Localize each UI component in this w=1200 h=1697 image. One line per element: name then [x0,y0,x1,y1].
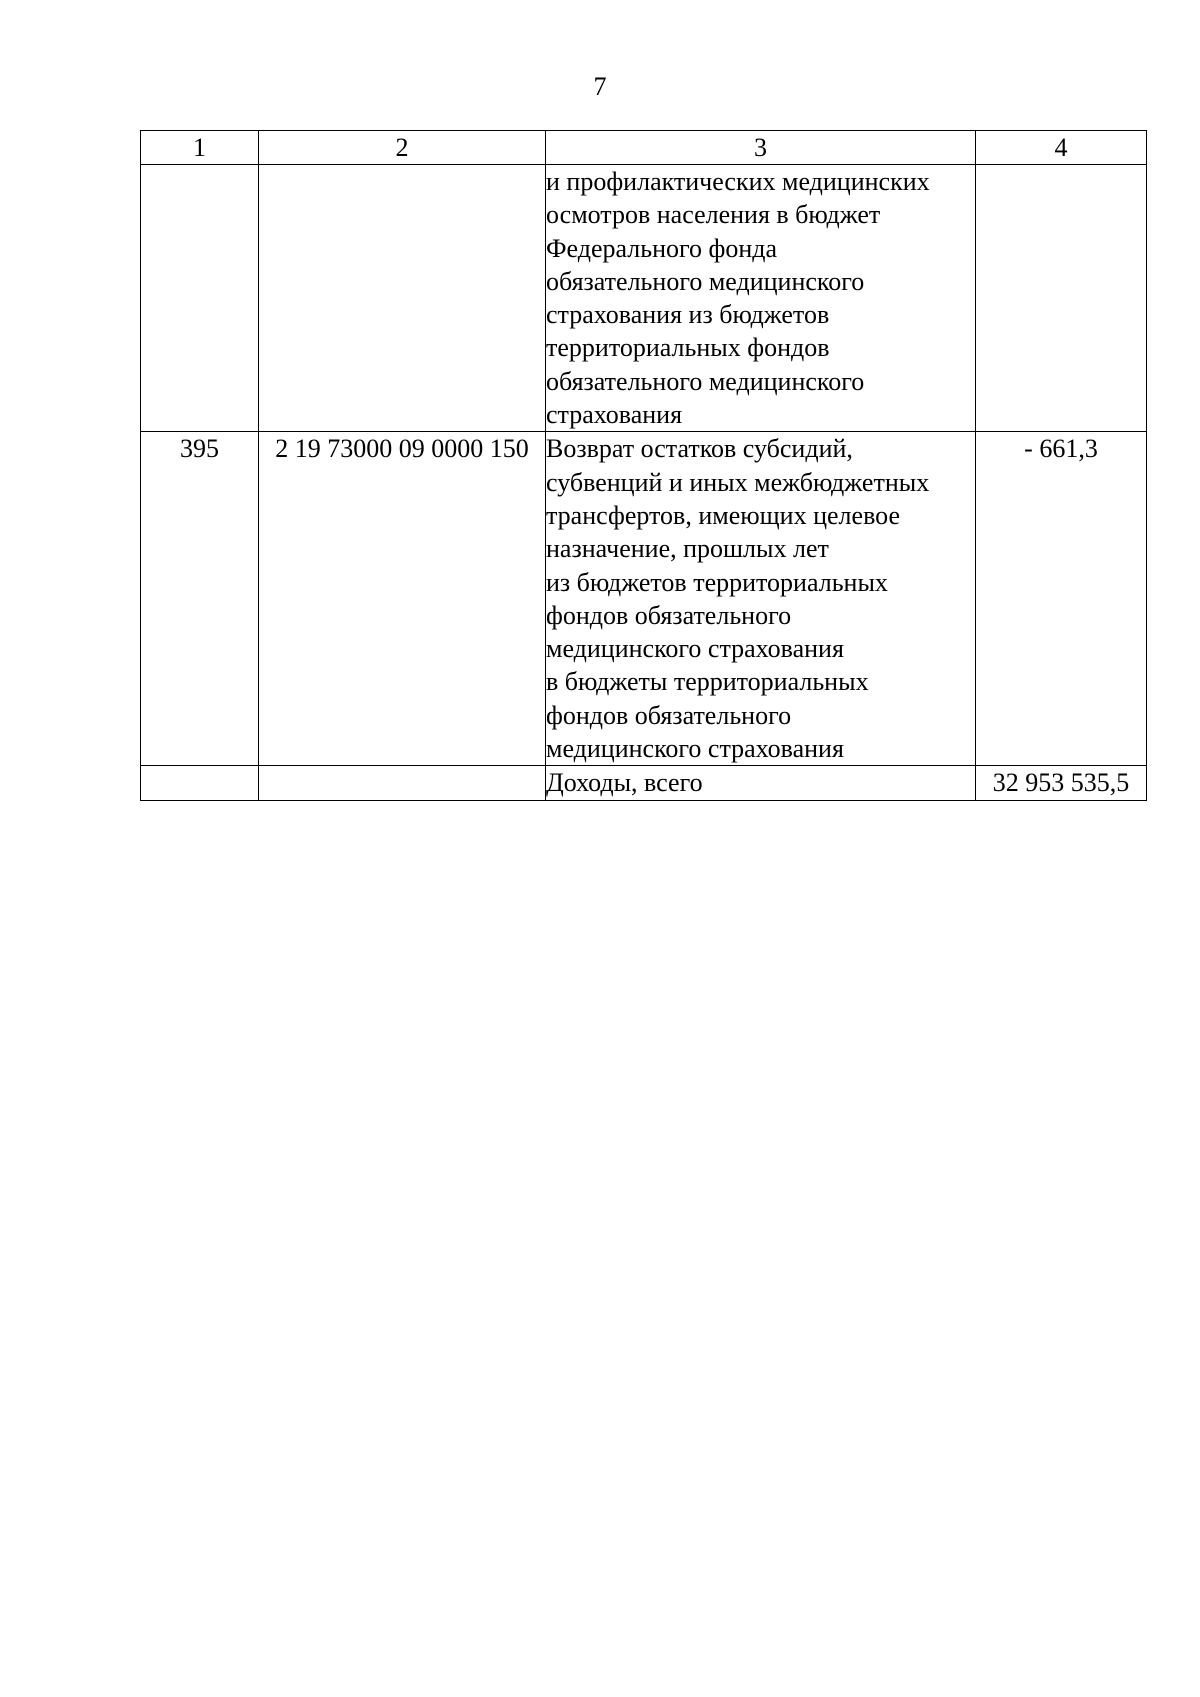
income-name-line: субвенций и иных межбюджетных [546,467,930,497]
income-name-line: Федерального фонда [546,233,778,263]
income-name-line: в бюджеты территориальных [546,667,869,697]
amount-cell: - 661,3 [976,432,1147,766]
column-number-2: 2 [259,131,546,165]
column-number-4: 4 [976,131,1147,165]
income-name-line: медицинского страхования [546,634,844,664]
income-name-line: медицинского страхования [546,734,844,764]
table-header-row [141,131,1147,165]
income-name-line: страхования из бюджетов [546,300,830,330]
total-number-cell [141,766,259,800]
income-name-line: фондов обязательного [546,700,792,730]
table-row [141,432,1147,766]
row-number-cell [141,165,259,432]
income-name-line: назначение, прошлых лет [546,534,829,564]
budget-code-cell [259,165,546,432]
column-number-3: 3 [546,131,976,165]
income-name-cell [546,165,976,432]
table-row [141,165,1147,432]
income-name-cell [546,432,976,766]
budget-code-cell: 2 19 73000 09 0000 150 [259,432,546,766]
total-label: Доходы, всего [546,766,976,800]
total-code-cell [259,766,546,800]
income-name-line: фондов обязательного [546,600,792,630]
income-name-line: осмотров населения в бюджет [546,200,881,230]
income-name-line: обязательного медицинского [546,366,865,396]
income-name-line: трансфертов, имеющих целевое [546,500,901,530]
column-number-1: 1 [141,131,259,165]
income-name-line: и профилактических медицинских [546,167,930,196]
amount-cell [976,165,1147,432]
total-row [141,766,1147,800]
income-name-line: из бюджетов территориальных [546,567,888,597]
income-name-line: обязательного медицинского [546,266,865,296]
income-name-line: Возврат остатков субсидий, [546,434,853,464]
income-name-line: страхования [546,400,683,430]
income-name-line: территориальных фондов [546,333,830,363]
total-amount: 32 953 535,5 [976,766,1147,800]
revenue-table [140,130,1147,801]
page-number: 7 [593,72,607,101]
row-number-cell: 395 [141,432,259,766]
